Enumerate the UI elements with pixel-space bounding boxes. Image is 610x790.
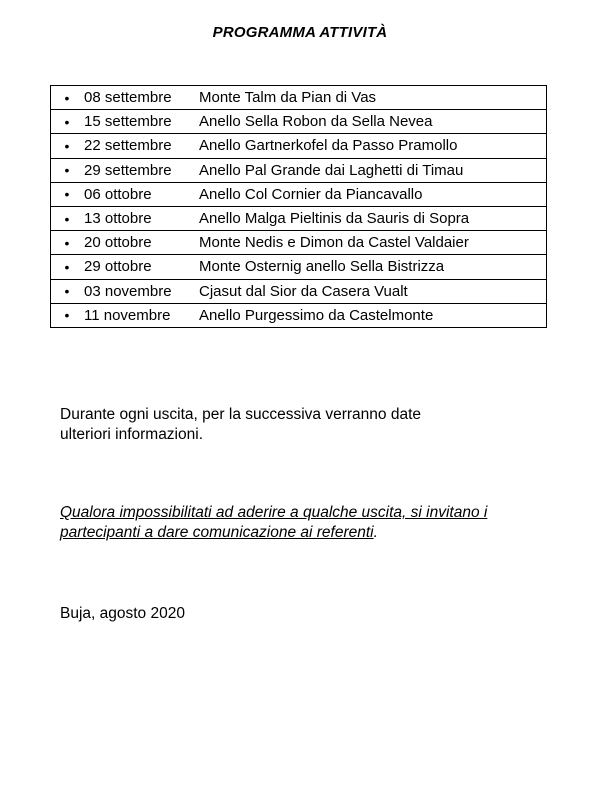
bullet-icon: •: [51, 206, 80, 230]
bullet-icon: •: [51, 303, 80, 327]
bullet-icon: •: [51, 231, 80, 255]
event-date: 06 ottobre: [79, 182, 194, 206]
table-row: [51, 134, 547, 158]
event-date: 11 novembre: [79, 303, 194, 327]
schedule-table-body: [51, 86, 547, 328]
table-row: [51, 182, 547, 206]
bullet-icon: •: [51, 110, 80, 134]
schedule-table: [50, 85, 547, 328]
table-row: [51, 206, 547, 230]
event-date: 20 ottobre: [79, 231, 194, 255]
event-destination: Cjasut dal Sior da Casera Vualt: [194, 279, 547, 303]
event-destination: Monte Talm da Pian di Vas: [194, 86, 547, 110]
bullet-icon: •: [51, 182, 80, 206]
event-destination: Anello Col Cornier da Piancavallo: [194, 182, 547, 206]
event-date: 22 settembre: [79, 134, 194, 158]
notice-period: .: [373, 524, 378, 541]
event-destination: Anello Pal Grande dai Laghetti di Timau: [194, 158, 547, 182]
bullet-icon: •: [51, 158, 80, 182]
event-destination: Anello Sella Robon da Sella Nevea: [194, 110, 547, 134]
page-title: PROGRAMMA ATTIVITÀ: [212, 24, 388, 41]
bullet-icon: •: [51, 86, 80, 110]
info-line: Durante ogni uscita, per la successiva verranno date: [60, 406, 422, 423]
table-row: [51, 255, 547, 279]
table-row: [51, 303, 547, 327]
event-date: 29 ottobre: [79, 255, 194, 279]
signoff-place-date: Buja, agosto 2020: [60, 605, 185, 622]
notice-text: Qualora impossibilitati ad aderire a qualche uscita, si invitano i partecipanti a dare comunicazione ai referenti: [60, 504, 488, 541]
event-destination: Anello Malga Pieltinis da Sauris di Sopra: [194, 206, 547, 230]
event-destination: Monte Nedis e Dimon da Castel Valdaier: [194, 231, 547, 255]
table-row: [51, 86, 547, 110]
table-row: [51, 110, 547, 134]
bullet-icon: •: [51, 255, 80, 279]
event-date: 08 settembre: [79, 86, 194, 110]
bullet-icon: •: [51, 279, 80, 303]
event-date: 03 novembre: [79, 279, 194, 303]
info-line: ulteriori informazioni.: [60, 426, 203, 443]
table-row: [51, 231, 547, 255]
info-paragraph: [60, 405, 550, 445]
event-date: 13 ottobre: [79, 206, 194, 230]
event-date: 15 settembre: [79, 110, 194, 134]
table-row: [51, 158, 547, 182]
event-destination: Monte Osternig anello Sella Bistrizza: [194, 255, 547, 279]
event-destination: Anello Purgessimo da Castelmonte: [194, 303, 547, 327]
event-date: 29 settembre: [79, 158, 194, 182]
notice-paragraph: [60, 503, 550, 543]
event-destination: Anello Gartnerkofel da Passo Pramollo: [194, 134, 547, 158]
table-row: [51, 279, 547, 303]
bullet-icon: •: [51, 134, 80, 158]
